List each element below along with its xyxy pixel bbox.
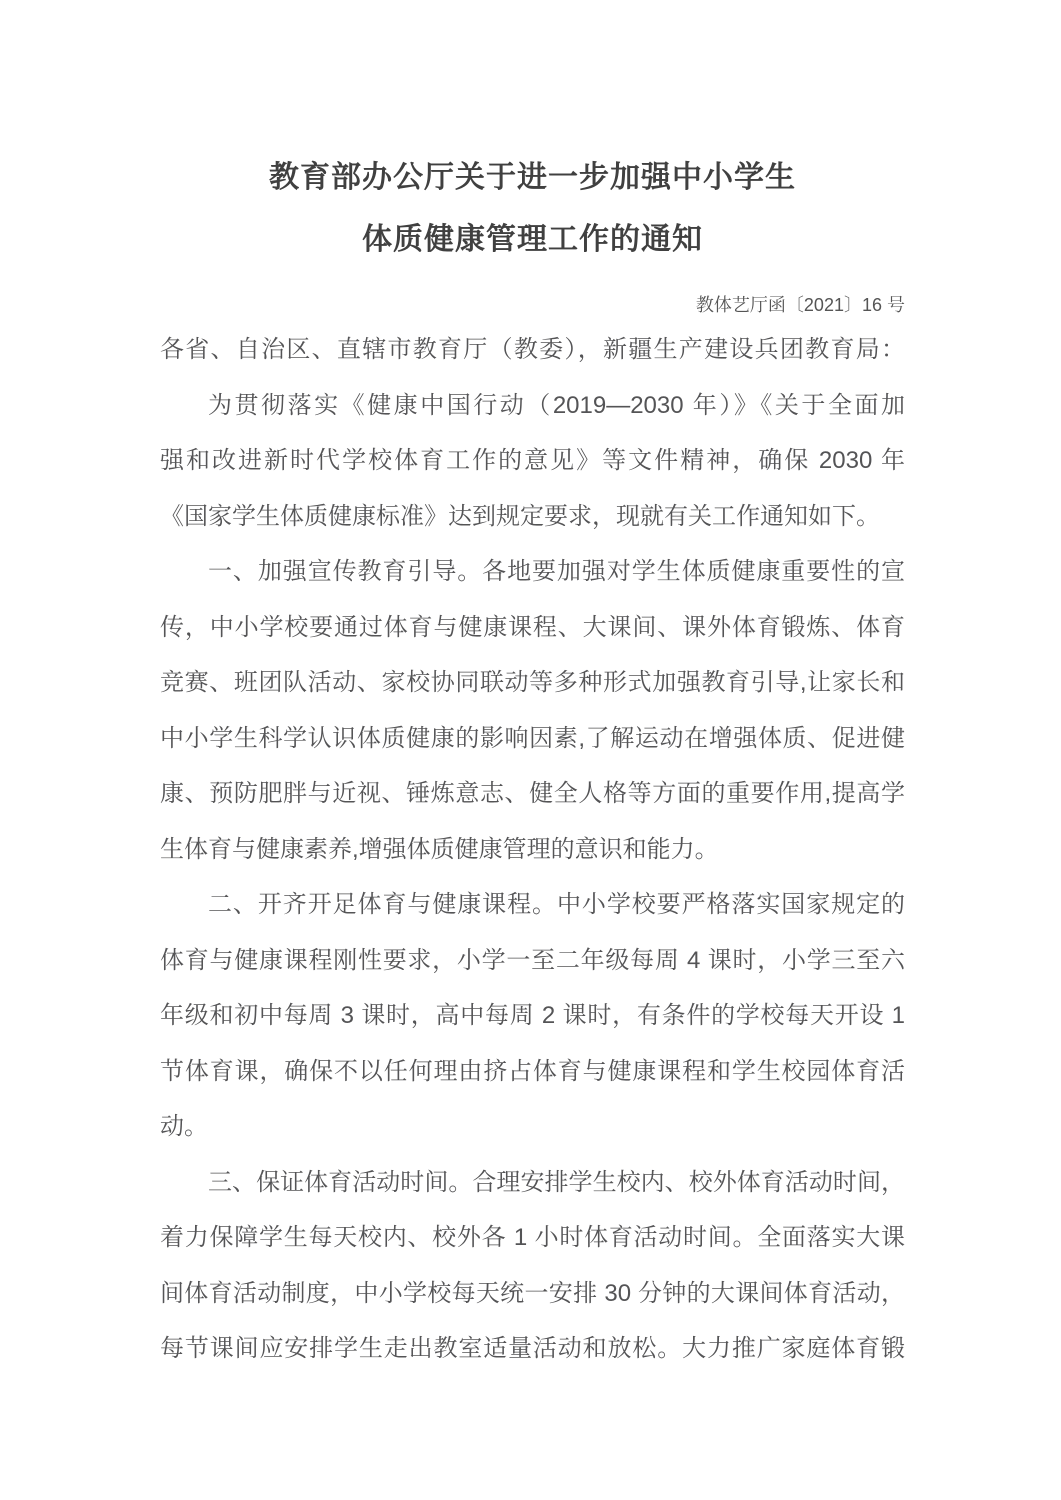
body-line: 年级和初中每周 3 课时，高中每周 2 课时，有条件的学校每天开设 1 [160,1002,905,1029]
body-line: 强和改进新时代学校体育工作的意见》等文件精神，确保 2030 年 [160,447,905,474]
document-title-line-2: 体质健康管理工作的通知 [362,223,703,256]
body-line: 间体育活动制度，中小学校每天统一安排 30 分钟的大课间体育活动， [160,1279,905,1307]
body-line: 为贯彻落实《健康中国行动（2019—2030 年）》《关于全面加 [208,391,905,419]
body-line: 康、预防肥胖与近视、锤炼意志、健全人格等方面的重要作用,提高学 [160,780,905,807]
document-title-line-1: 教育部办公厅关于进一步加强中小学生 [269,161,796,194]
body-line: 中小学生科学认识体质健康的影响因素,了解运动在增强体质、促进健 [160,724,905,752]
document-number: 教体艺厅函〔2021〕16 号 [695,295,905,315]
body-line: 《国家学生体质健康标准》达到规定要求，现就有关工作通知如下。 [160,502,880,530]
body-line: 传，中小学校要通过体育与健康课程、大课间、课外体育锻炼、体育 [160,613,905,641]
body-line: 着力保障学生每天校内、校外各 1 小时体育活动时间。全面落实大课 [160,1224,905,1251]
body-line: 二、开齐开足体育与健康课程。中小学校要严格落实国家规定的 [208,891,905,918]
document-body [160,322,905,1377]
document-title [160,147,905,271]
body-line: 三、保证体育活动时间。合理安排学生校内、校外体育活动时间， [208,1168,905,1196]
body-line: 各省、自治区、直辖市教育厅（教委），新疆生产建设兵团教育局： [160,336,905,363]
body-line: 一、加强宣传教育引导。各地要加强对学生体质健康重要性的宣 [208,558,905,585]
body-line: 动。 [160,1113,208,1140]
body-line: 每节课间应安排学生走出教室适量活动和放松。大力推广家庭体育锻 [160,1335,905,1362]
body-line: 生体育与健康素养,增强体质健康管理的意识和能力。 [160,835,719,863]
body-line: 体育与健康课程刚性要求，小学一至二年级每周 4 课时，小学三至六 [160,946,905,974]
body-line: 节体育课，确保不以任何理由挤占体育与健康课程和学生校园体育活 [160,1057,905,1085]
body-line: 竞赛、班团队活动、家校协同联动等多种形式加强教育引导,让家长和 [160,669,905,696]
